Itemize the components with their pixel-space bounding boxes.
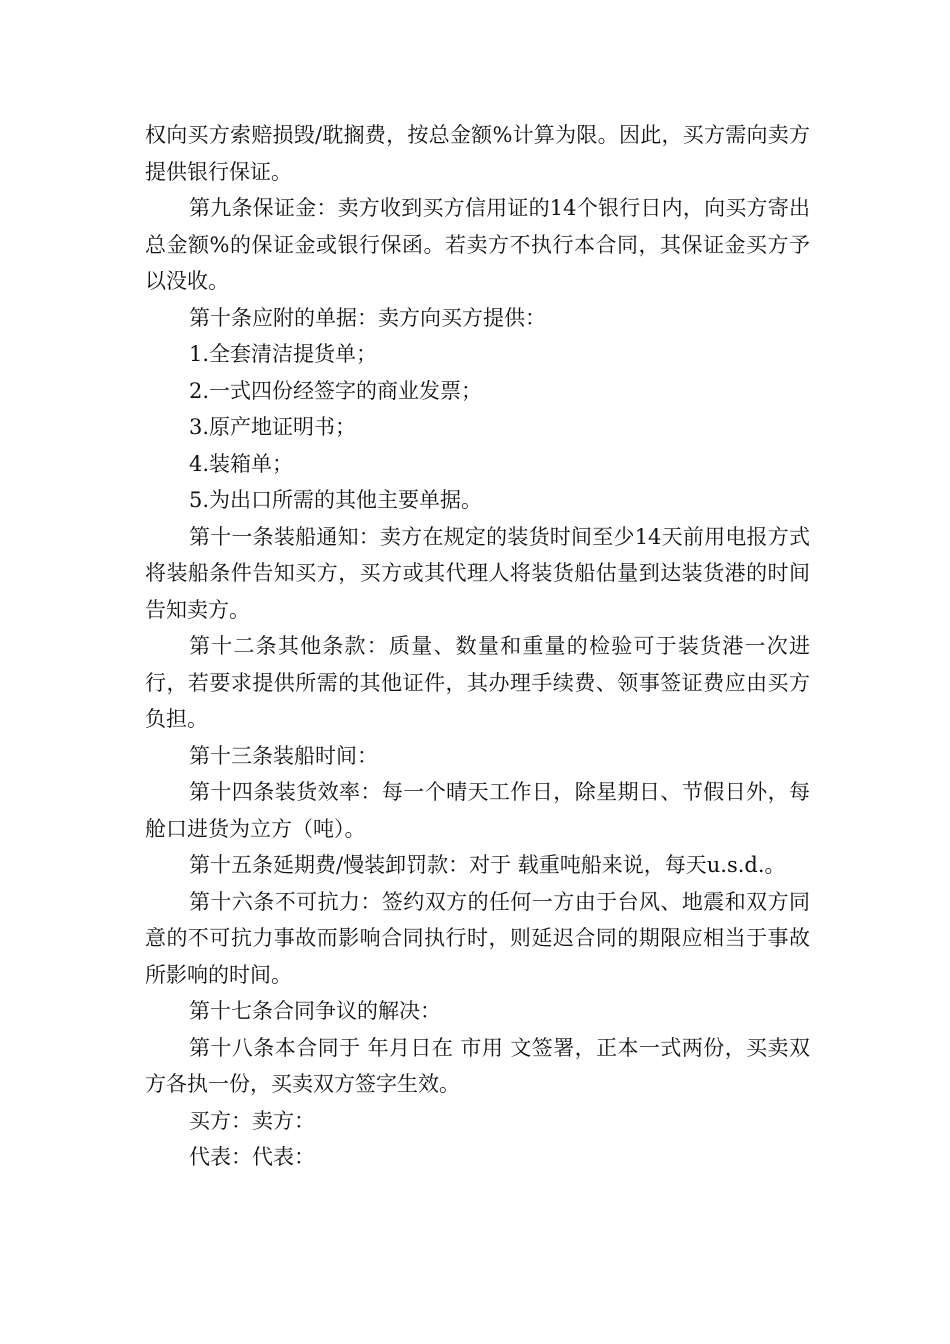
- list-item-other-documents: 5.为出口所需的其他主要单据。: [189, 488, 483, 512]
- paragraph-guarantee-continued: 权向买方索赔损毁/耽搁费，按总金额%计算为限。因此，买方需向卖方提供银行保证。: [145, 123, 810, 184]
- paragraph-article-11-shipping-notice: 第十一条装船通知：卖方在规定的装货时间至少14天前用电报方式将装船条件告知买方，买方或其代理人将装货船估量到达装货港的时间告知卖方。: [145, 524, 810, 622]
- list-item-bill-of-lading: 1.全套清洁提货单；: [189, 342, 378, 366]
- list-item-packing-list: 4.装箱单；: [189, 451, 294, 476]
- paragraph-article-14-loading-rate: 第十四条装货效率：每一个晴天工作日，除星期日、节假日外，每舱口进货为立方（吨）。: [145, 780, 810, 841]
- paragraph-article-13-shipping-time: 第十三条装船时间：: [189, 743, 378, 768]
- document-body: [145, 117, 810, 1176]
- paragraph-article-12-other-terms: 第十二条其他条款：质量、数量和重量的检验可于装货港一次进行，若要求提供所需的其他证件，其办理手续费、领事签证费应由买方负担。: [145, 634, 810, 731]
- paragraph-article-9-deposit: 第九条保证金：卖方收到买方信用证的14个银行日内，向买方寄出总金额%的保证金或银行保函。若卖方不执行本合同，其保证金买方予以没收。: [145, 196, 810, 293]
- signature-line-parties: 买方：卖方：: [189, 1108, 315, 1133]
- paragraph-article-10-documents: 第十条应附的单据：卖方向买方提供：: [189, 305, 546, 330]
- paragraph-article-18-signing: 第十八条本合同于 年月日在 市用 文签署，正本一式两份，买卖双方各执一份，买卖双方签字生效。: [145, 1035, 810, 1096]
- paragraph-article-15-demurrage: 第十五条延期费/慢装卸罚款：对于 载重吨船来说，每天u.s.d.。: [189, 853, 786, 877]
- signature-line-representatives: 代表：代表：: [189, 1145, 315, 1169]
- list-item-commercial-invoice: 2.一式四份经签字的商业发票；: [189, 378, 483, 403]
- list-item-certificate-of-origin: 3.原产地证明书；: [189, 415, 357, 439]
- paragraph-article-16-force-majeure: 第十六条不可抗力：签约双方的任何一方由于台风、地震和双方同意的不可抗力事故而影响合同执行时，则延迟合同的期限应相当于事故所影响的时间。: [145, 889, 810, 987]
- paragraph-article-17-disputes: 第十七条合同争议的解决：: [189, 999, 441, 1023]
